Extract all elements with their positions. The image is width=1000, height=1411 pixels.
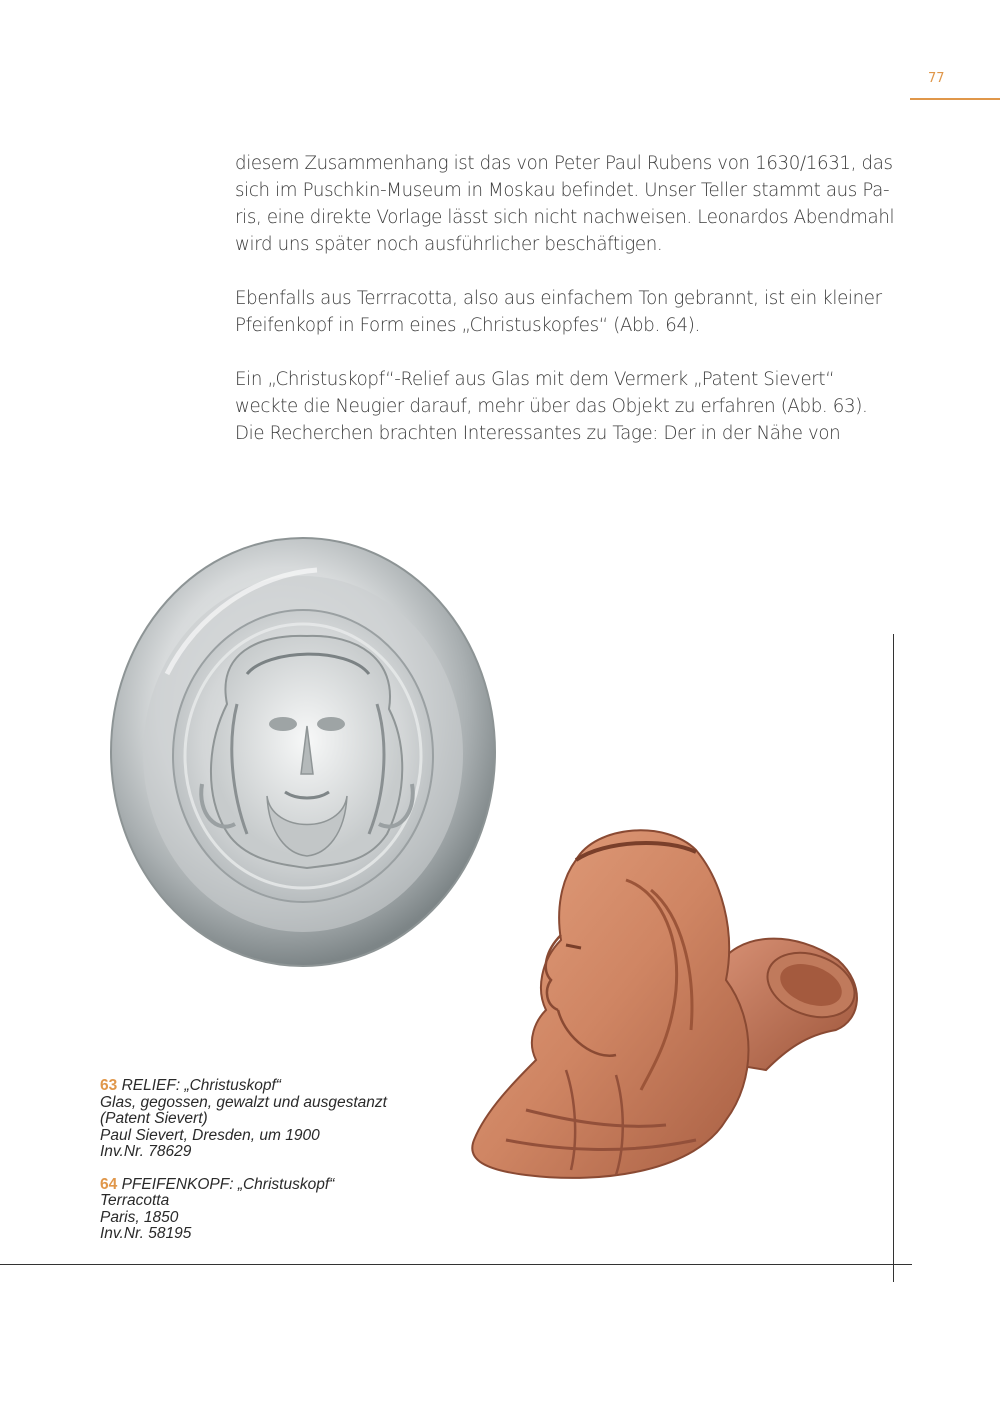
captions	[100, 1078, 430, 1259]
caption-title-line	[100, 1078, 430, 1095]
text-line: diesem Zusammenhang ist das von Peter Paul Rubens von 1630/1631, das	[235, 153, 893, 174]
caption-title: RELIEF: „Christuskopf“	[121, 1077, 281, 1094]
text-line: weckte die Neugier darauf, mehr über das Objekt zu erfahren (Abb. 63).	[235, 396, 868, 417]
christ-bust-sculpture	[472, 830, 748, 1178]
text-line: sich im Puschkin-Museum in Moskau befindet. Unser Teller stammt aus Pa-	[235, 180, 890, 201]
christ-head-relief	[201, 636, 413, 868]
paragraph	[235, 285, 895, 339]
text-line: Pfeifenkopf in Form eines „Christuskopfes“ (Abb. 64).	[235, 315, 700, 336]
page-number-rule	[910, 98, 1000, 100]
caption-line: Glas, gegossen, gewalzt und ausgestanzt	[100, 1093, 387, 1111]
horizontal-divider	[0, 1264, 912, 1265]
glass-relief-photo	[107, 534, 500, 970]
paragraph	[235, 366, 895, 447]
caption-line: Terracotta	[100, 1192, 170, 1209]
caption-title: PFEIFENKOPF: „Christuskopf“	[121, 1175, 335, 1193]
text-line: Die Recherchen brachten Interessantes zu Tage: Der in der Nähe von	[235, 423, 841, 444]
text-line: Ebenfalls aus Terrracotta, also aus einfachem Ton gebrannt, ist ein kleiner	[235, 288, 882, 309]
text-line: Ein „Christuskopf“-Relief aus Glas mit dem Vermerk „Patent Sievert“	[235, 369, 835, 390]
body-text	[235, 150, 895, 474]
caption-line: (Patent Sievert)	[100, 1110, 208, 1127]
terracotta-pipe-photo	[466, 820, 866, 1190]
caption-line: Paul Sievert, Dresden, um 1900	[100, 1126, 320, 1144]
caption-title-line	[100, 1177, 430, 1194]
caption-number: 64	[100, 1175, 118, 1193]
text-line: ris, eine direkte Vorlage lässt sich nicht nachweisen. Leonardos Abendmahl	[235, 207, 895, 228]
page-number: 77	[928, 71, 945, 86]
paragraph	[235, 150, 895, 258]
vertical-divider	[893, 634, 894, 1282]
caption-63	[100, 1078, 430, 1161]
caption-64	[100, 1177, 430, 1243]
caption-number: 63	[100, 1077, 118, 1094]
caption-line: Inv.Nr. 78629	[100, 1143, 192, 1160]
caption-line: Inv.Nr. 58195	[100, 1225, 192, 1242]
caption-line: Paris, 1850	[100, 1208, 179, 1226]
text-line: wird uns später noch ausführlicher beschäftigen.	[235, 234, 663, 255]
